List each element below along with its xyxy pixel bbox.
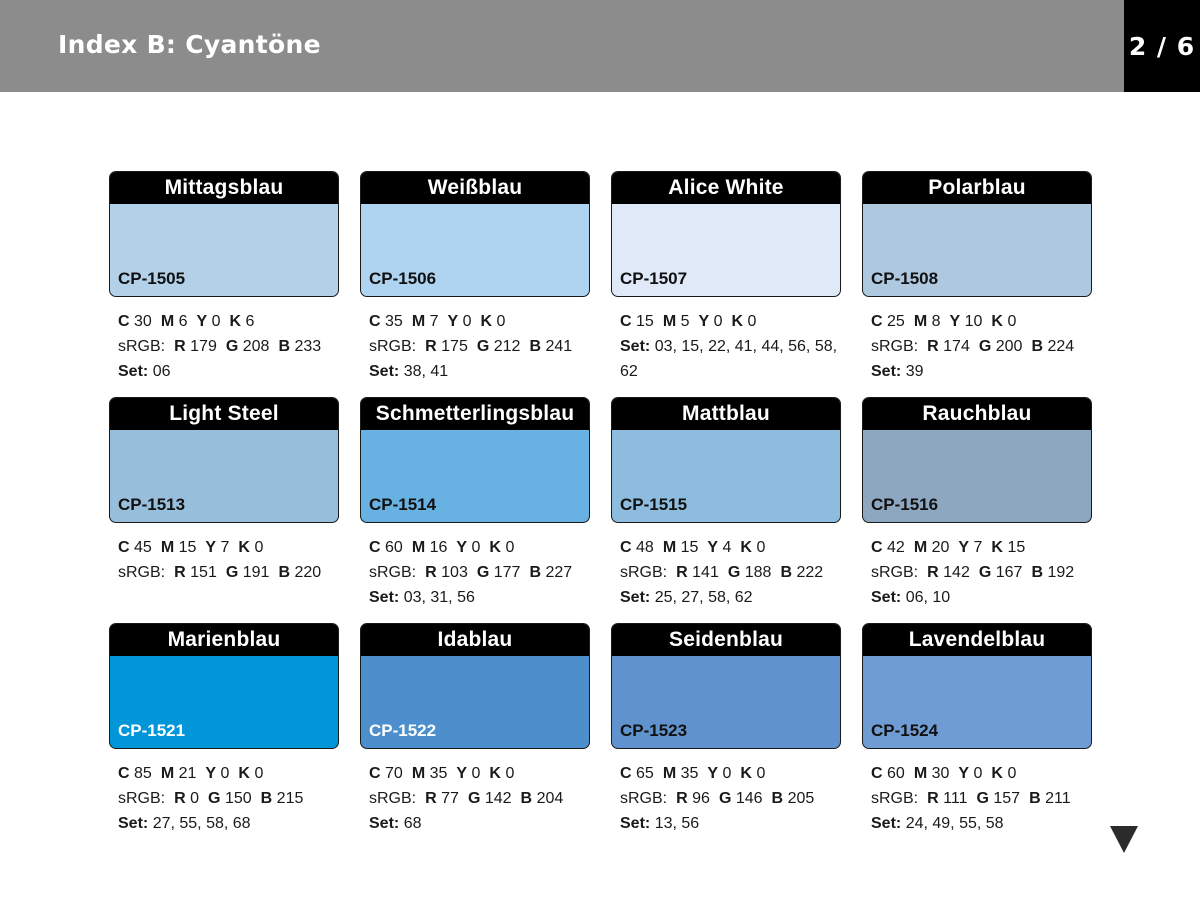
swatch-code: CP-1516: [871, 495, 939, 514]
swatch-code: CP-1513: [118, 495, 186, 514]
color-card: [611, 171, 841, 384]
cmyk-line: C 15 M 5 Y 0 K 0: [620, 313, 757, 330]
page-header: [0, 0, 1124, 92]
color-card: [611, 397, 841, 610]
color-card: [862, 623, 1092, 836]
swatch-code: CP-1505: [118, 269, 186, 288]
swatch-info: [360, 309, 590, 384]
cmyk-line: C 35 M 7 Y 0 K 0: [369, 313, 506, 330]
swatch-info: [611, 309, 841, 384]
swatch-name: Mattblau: [612, 398, 840, 430]
color-swatch: [109, 397, 339, 523]
swatch-info: [109, 761, 339, 836]
color-card: [109, 623, 339, 836]
srgb-line: sRGB: R 111 G 157 B 211: [871, 790, 1071, 807]
set-line: Set: 03, 31, 56: [369, 589, 475, 606]
set-line: Set: 13, 56: [620, 815, 700, 832]
swatch-info: [109, 309, 339, 384]
color-swatch: [611, 623, 841, 749]
color-swatch: [360, 171, 590, 297]
color-swatch: [862, 171, 1092, 297]
cmyk-line: C 85 M 21 Y 0 K 0: [118, 765, 264, 782]
cmyk-line: C 60 M 30 Y 0 K 0: [871, 765, 1017, 782]
swatch-name: Lavendelblau: [863, 624, 1091, 656]
color-card: [862, 171, 1092, 384]
cmyk-line: C 30 M 6 Y 0 K 6: [118, 313, 255, 330]
srgb-line: sRGB: R 0 G 150 B 215: [118, 790, 304, 807]
color-swatch: [862, 397, 1092, 523]
set-line: Set: 27, 55, 58, 68: [118, 815, 251, 832]
swatch-code: CP-1515: [620, 495, 688, 514]
set-line: Set: 06: [118, 363, 171, 380]
swatch-code: CP-1514: [369, 495, 437, 514]
page-indicator: [1124, 0, 1200, 92]
set-line: Set: 68: [369, 815, 422, 832]
cmyk-line: C 60 M 16 Y 0 K 0: [369, 539, 515, 556]
swatch-info: [611, 761, 841, 836]
color-card: [360, 397, 590, 610]
swatch-info: [611, 535, 841, 610]
color-swatch: [109, 171, 339, 297]
color-swatch: [611, 397, 841, 523]
swatch-code: CP-1506: [369, 269, 437, 288]
swatch-code: CP-1524: [871, 721, 939, 740]
set-line: Set: 39: [871, 363, 924, 380]
color-card: [109, 397, 339, 585]
swatch-name: Marienblau: [110, 624, 338, 656]
srgb-line: sRGB: R 179 G 208 B 233: [118, 338, 322, 355]
color-card: [862, 397, 1092, 610]
cmyk-line: C 25 M 8 Y 10 K 0: [871, 313, 1017, 330]
color-card: [360, 171, 590, 384]
page-number: 2 / 6: [1128, 32, 1196, 61]
swatch-info: [862, 535, 1092, 610]
srgb-line: sRGB: R 151 G 191 B 220: [118, 564, 322, 581]
swatch-info: [360, 535, 590, 610]
swatch-name: Schmetterlingsblau: [361, 398, 589, 430]
srgb-line: sRGB: R 142 G 167 B 192: [871, 564, 1075, 581]
cmyk-line: C 70 M 35 Y 0 K 0: [369, 765, 515, 782]
swatch-code: CP-1521: [118, 721, 186, 740]
swatch-info: [109, 535, 339, 585]
srgb-line: sRGB: R 175 G 212 B 241: [369, 338, 573, 355]
cmyk-line: C 65 M 35 Y 0 K 0: [620, 765, 766, 782]
swatch-name: Mittagsblau: [110, 172, 338, 204]
swatch-name: Seidenblau: [612, 624, 840, 656]
swatch-name: Weißblau: [361, 172, 589, 204]
cmyk-line: C 48 M 15 Y 4 K 0: [620, 539, 766, 556]
set-line: Set: 06, 10: [871, 589, 951, 606]
swatch-name: Polarblau: [863, 172, 1091, 204]
swatch-name: Alice White: [612, 172, 840, 204]
set-line: Set: 38, 41: [369, 363, 449, 380]
srgb-line: sRGB: R 174 G 200 B 224: [871, 338, 1075, 355]
srgb-line: sRGB: R 141 G 188 B 222: [620, 564, 824, 581]
cmyk-line: C 45 M 15 Y 7 K 0: [118, 539, 264, 556]
swatch-name: Light Steel: [110, 398, 338, 430]
swatch-code: CP-1507: [620, 269, 688, 288]
color-swatch: [862, 623, 1092, 749]
color-card: [611, 623, 841, 836]
swatch-info: [862, 761, 1092, 836]
set-line: Set: 25, 27, 58, 62: [620, 589, 753, 606]
swatch-name: Rauchblau: [863, 398, 1091, 430]
color-swatch: [360, 397, 590, 523]
set-line: Set: 24, 49, 55, 58: [871, 815, 1004, 832]
color-swatch: [109, 623, 339, 749]
swatch-code: CP-1523: [620, 721, 688, 740]
cmyk-line: C 42 M 20 Y 7 K 15: [871, 539, 1026, 556]
page-title: Index B: Cyantöne: [58, 30, 321, 59]
srgb-line: sRGB: R 103 G 177 B 227: [369, 564, 573, 581]
color-swatch: [360, 623, 590, 749]
swatch-code: CP-1522: [369, 721, 437, 740]
srgb-line: sRGB: R 96 G 146 B 205: [620, 790, 815, 807]
swatch-code: CP-1508: [871, 269, 939, 288]
swatch-info: [862, 309, 1092, 384]
color-card: [109, 171, 339, 384]
swatch-name: Idablau: [361, 624, 589, 656]
srgb-line: sRGB: R 77 G 142 B 204: [369, 790, 564, 807]
triangle-down-icon[interactable]: [1110, 826, 1138, 853]
set-line: Set: 03, 15, 22, 41, 44, 56, 58, 62: [620, 338, 838, 380]
swatch-info: [360, 761, 590, 836]
color-swatch: [611, 171, 841, 297]
color-card: [360, 623, 590, 836]
